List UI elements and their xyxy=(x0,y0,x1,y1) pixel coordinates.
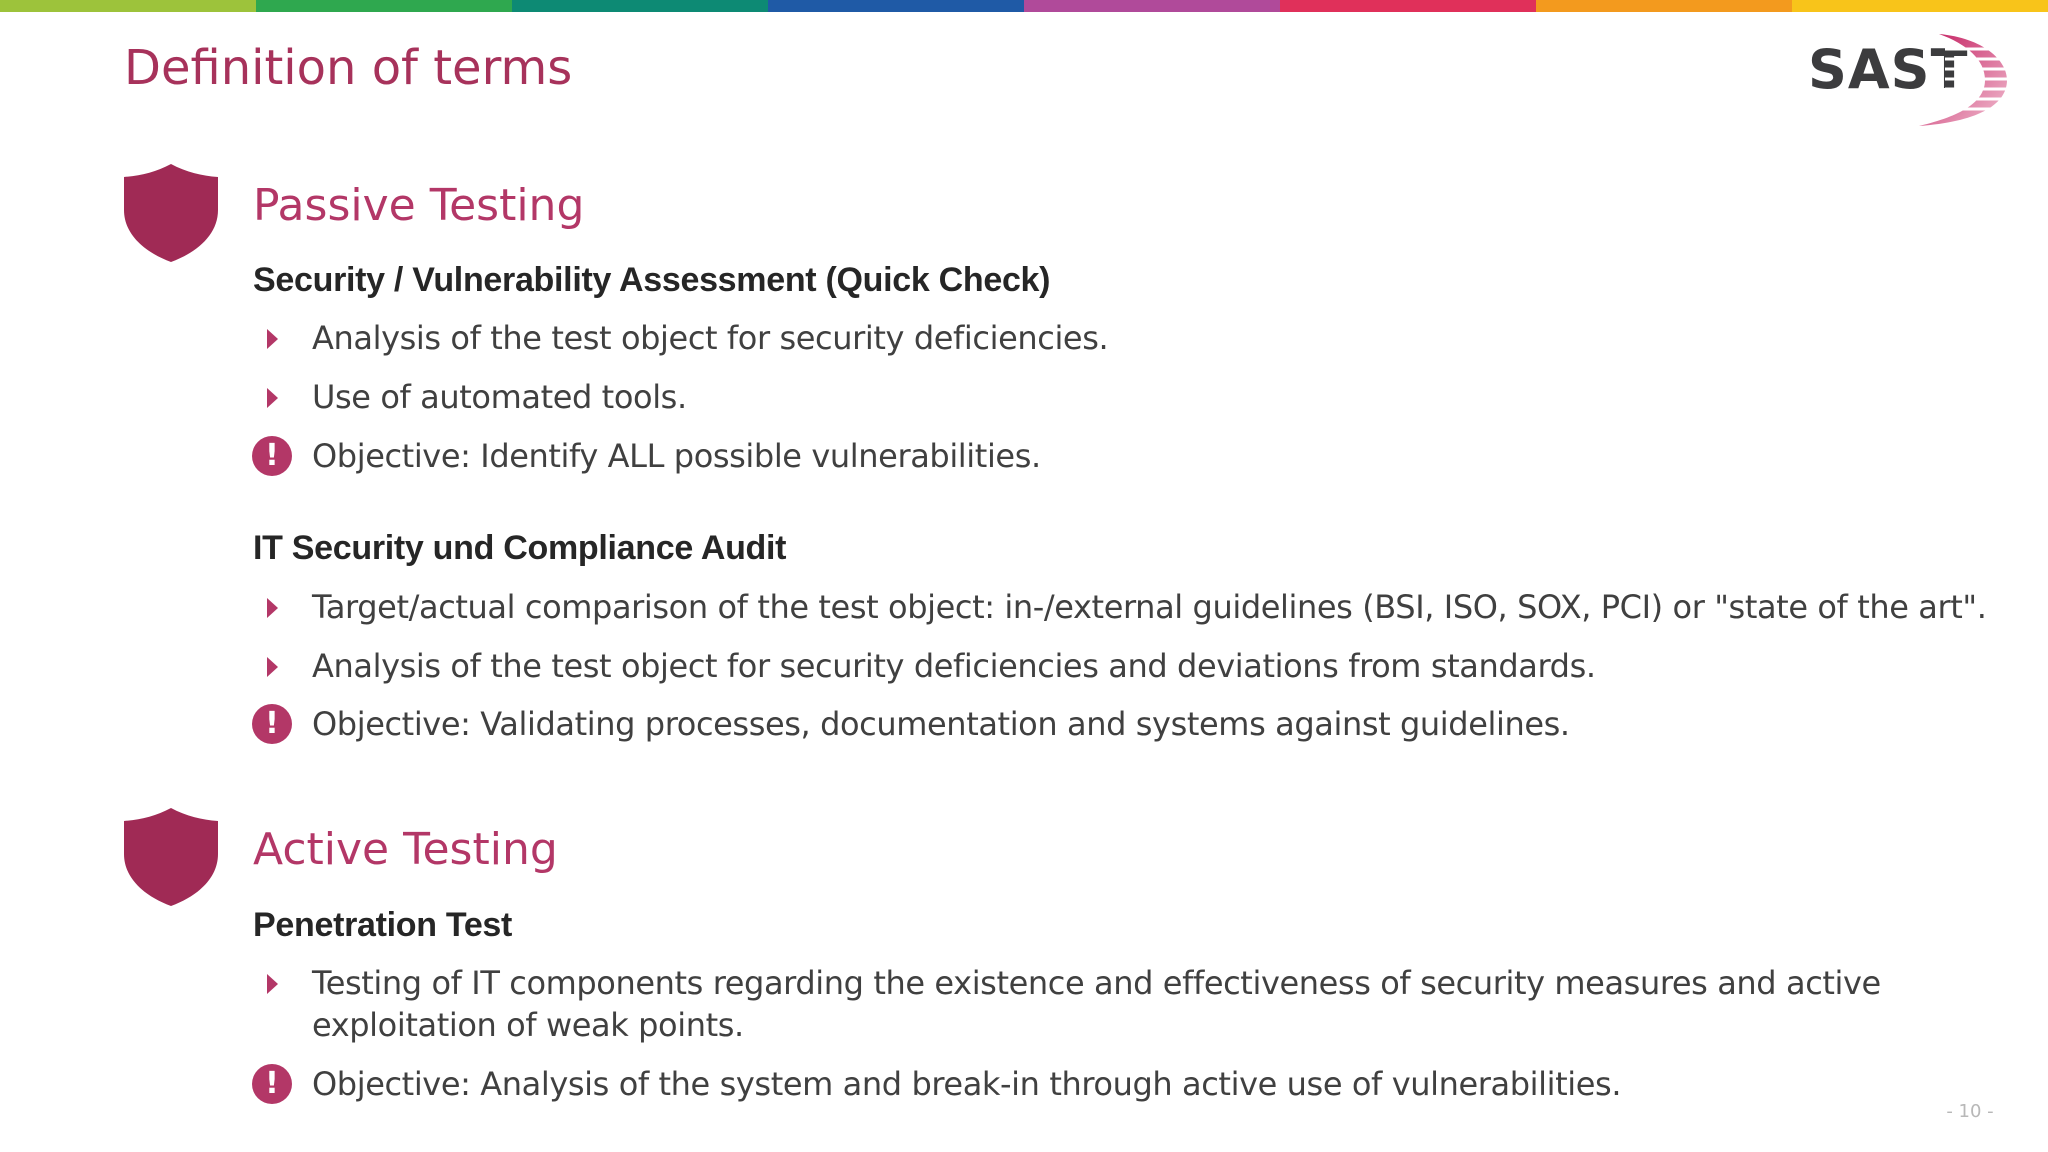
bullet-text: Target/actual comparison of the test object: in-/external guidelines (BSI, ISO, SOX, PCI) or "state of the art". xyxy=(312,588,1987,626)
shield-icon xyxy=(124,808,218,906)
bullet-text: Analysis of the test object for security deficiencies and deviations from standards. xyxy=(312,647,1596,685)
arrow-bullet-icon xyxy=(267,598,278,618)
logo-text: SAST xyxy=(1808,38,1969,101)
sub-heading: Penetration Test xyxy=(253,906,513,944)
section-heading: Passive Testing xyxy=(253,180,585,231)
arrow-bullet-icon xyxy=(267,974,278,994)
objective-text: Objective: Validating processes, documentation and systems against guidelines. xyxy=(312,705,1570,743)
objective-text: Objective: Identify ALL possible vulnerabilities. xyxy=(312,437,1041,475)
exclamation-icon: ! xyxy=(252,1064,292,1104)
color-strip-segment xyxy=(256,0,512,12)
arrow-bullet-icon xyxy=(267,329,278,349)
color-strip-segment xyxy=(1536,0,1792,12)
color-strip-segment xyxy=(1024,0,1280,12)
sub-heading: IT Security und Compliance Audit xyxy=(253,529,787,567)
bullet-text: Use of automated tools. xyxy=(312,378,687,416)
list-item xyxy=(248,435,1041,477)
sub-heading: Security / Vulnerability Assessment (Quick Check) xyxy=(253,261,1051,299)
shield-icon xyxy=(124,164,218,262)
color-strip-segment xyxy=(0,0,256,12)
color-strip-segment xyxy=(1280,0,1536,12)
color-strip-segment xyxy=(512,0,768,12)
list-item xyxy=(248,317,1108,359)
exclamation-icon: ! xyxy=(252,436,292,476)
arrow-bullet-icon xyxy=(267,388,278,408)
color-strip xyxy=(0,0,2048,12)
page-title: Definition of terms xyxy=(124,40,573,96)
list-item xyxy=(248,962,1972,1046)
section-heading: Active Testing xyxy=(253,824,558,875)
bullet-text: Analysis of the test object for security deficiencies. xyxy=(312,319,1109,357)
list-item xyxy=(248,1063,1621,1105)
list-item xyxy=(248,376,687,418)
company-logo xyxy=(1800,30,2020,130)
list-item xyxy=(248,645,1596,687)
page-number: - 10 - xyxy=(1946,1101,1994,1122)
color-strip-segment xyxy=(768,0,1024,12)
swoosh-logo-icon xyxy=(1905,30,2021,130)
exclamation-icon: ! xyxy=(252,704,292,744)
bullet-text: Testing of IT components regarding the existence and effectiveness of security measures and active exploitation of weak points. xyxy=(312,964,1881,1044)
objective-text: Objective: Analysis of the system and break-in through active use of vulnerabilities. xyxy=(312,1065,1622,1103)
color-strip-segment xyxy=(1792,0,2048,12)
arrow-bullet-icon xyxy=(267,657,278,677)
list-item xyxy=(248,586,1986,628)
list-item xyxy=(248,703,1570,745)
